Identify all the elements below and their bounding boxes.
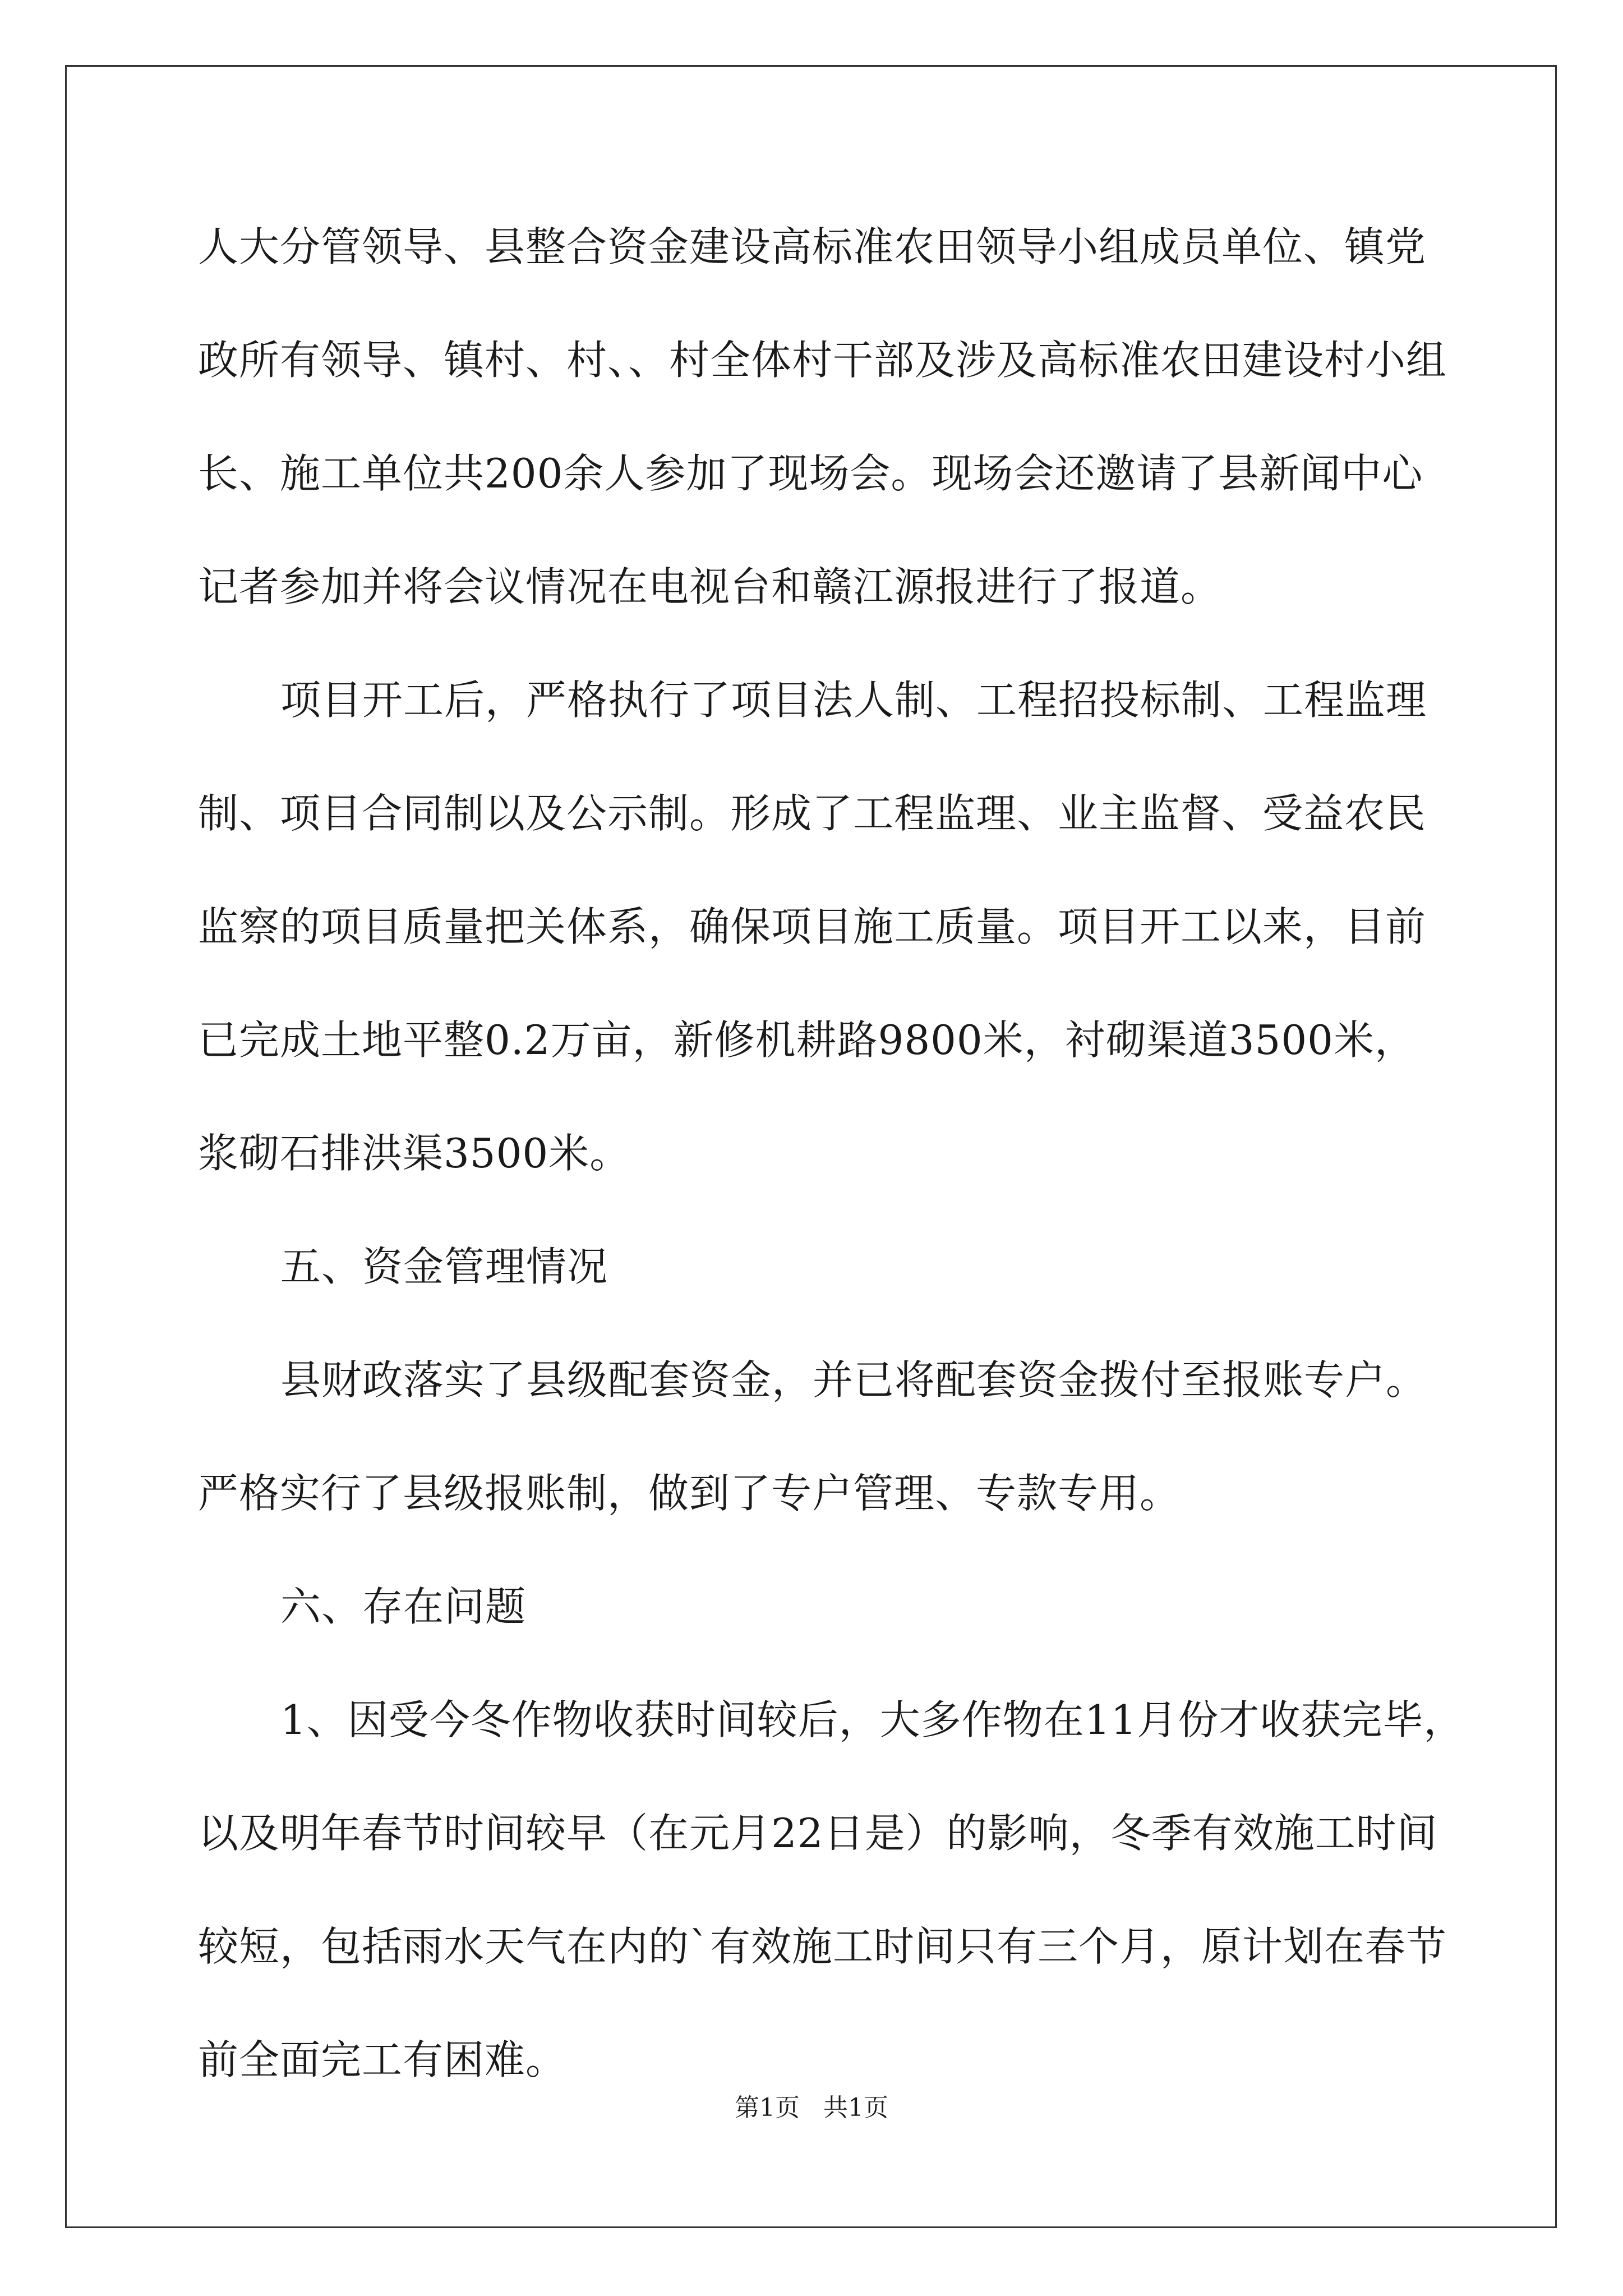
paragraph-start-line: 1、因受今冬作物收获时间较后，大多作物在11月份才收获完毕， [280, 1696, 1465, 1743]
section-heading-issues: 六、存在问题 [280, 1583, 527, 1630]
section-heading-funds: 五、资金管理情况 [280, 1243, 608, 1290]
text-line: 以及明年春节时间较早（在元月22日是）的影响，冬季有效施工时间 [198, 1810, 1438, 1857]
page-number-footer: 第1页 共1页 [735, 2093, 888, 2122]
text-line: 人大分管领导、县整合资金建设高标准农田领导小组成员单位、镇党 [198, 223, 1427, 270]
text-line: 浆砌石排洪渠3500米。 [198, 1130, 631, 1177]
paragraph-start-line: 项目开工后，严格执行了项目法人制、工程招投标制、工程监理 [280, 677, 1427, 724]
text-line: 制、项目合同制以及公示制。形成了工程监理、业主监督、受益农民 [198, 790, 1427, 837]
text-line: 监察的项目质量把关体系，确保项目施工质量。项目开工以来，目前 [198, 903, 1427, 950]
text-line: 政所有领导、镇村、村、、村全体村干部及涉及高标准农田建设村小组 [198, 337, 1447, 384]
text-line: 前全面完工有困难。 [198, 2036, 567, 2083]
text-line: 严格实行了县级报账制，做到了专户管理、专款专用。 [198, 1470, 1181, 1517]
text-line: 长、施工单位共200余人参加了现场会。现场会还邀请了县新闻中心 [198, 450, 1423, 497]
text-line: 记者参加并将会议情况在电视台和赣江源报进行了报道。 [198, 563, 1222, 610]
paragraph-start-line: 县财政落实了县级配套资金，并已将配套资金拨付至报账专户。 [280, 1356, 1427, 1404]
text-line: 已完成土地平整0.2万亩，新修机耕路9800米，衬砌渠道3500米， [198, 1016, 1415, 1064]
text-line: 较短，包括雨水天气在内的`有效施工时间只有三个月，原计划在春节 [198, 1923, 1447, 1970]
